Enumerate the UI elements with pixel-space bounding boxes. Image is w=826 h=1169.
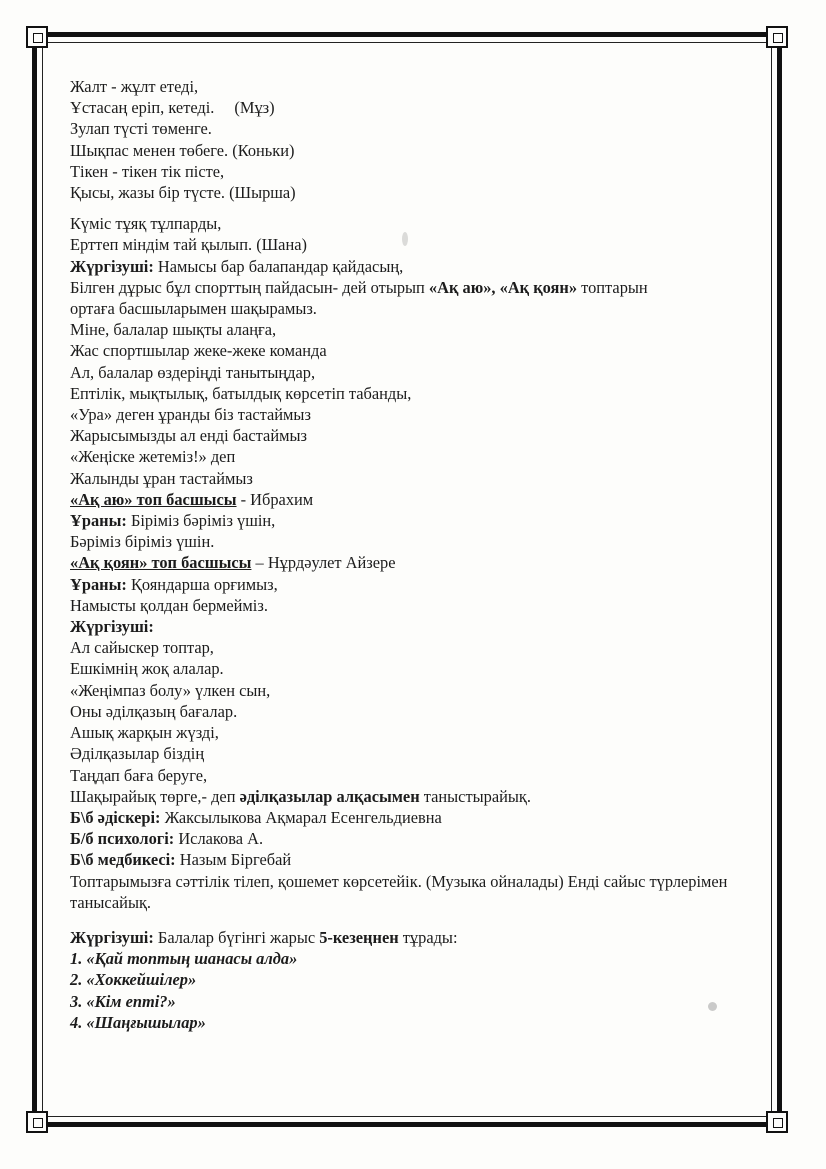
riddle bbox=[70, 213, 760, 255]
host-label: Жүргізуші: bbox=[70, 617, 154, 637]
poem-line: Жас спортшылар жеке-жеке команда bbox=[70, 341, 327, 361]
riddle-line: Шықпас менен төбеге. bbox=[70, 140, 229, 160]
host-text: Шақырайық төрге,- деп bbox=[70, 786, 240, 806]
poem-line: «Жеңіске жетеміз!» деп bbox=[70, 447, 236, 467]
poem-line: Жалынды ұран тастаймыз bbox=[70, 468, 253, 488]
riddle-line: Ұстасаң еріп, кетеді. bbox=[70, 98, 215, 118]
stages-section bbox=[70, 927, 760, 1033]
stage-item: 2. «Хоккейшілер» bbox=[70, 970, 197, 990]
riddle-line-with-answer bbox=[70, 97, 760, 118]
poem-line: Ал, балалар өздеріңді танытыңдар, bbox=[70, 362, 316, 382]
team-leader-label: «Ақ қоян» топ басшысы bbox=[70, 553, 252, 573]
host-text: тұрады: bbox=[398, 927, 458, 947]
riddle-line: Тікен - тікен тік пісте, bbox=[70, 161, 225, 181]
team-motto-line bbox=[70, 510, 760, 531]
team-ak-koyan bbox=[70, 552, 760, 616]
host-intro-line: ортаға басшыларымен шақырамыз. bbox=[70, 299, 317, 319]
team-ak-ayu bbox=[70, 489, 760, 553]
riddle-line: Зулап түсті төменге. bbox=[70, 119, 212, 139]
border-corner-ornament bbox=[26, 26, 48, 48]
motto-label: Ұраны: bbox=[70, 574, 127, 594]
riddle bbox=[70, 118, 760, 160]
border-corner-ornament bbox=[766, 1111, 788, 1133]
jury-list bbox=[70, 807, 760, 871]
host-line: «Жеңімпаз болу» үлкен сын, bbox=[70, 680, 271, 700]
poem-line: «Ура» деген ұранды біз тастаймыз bbox=[70, 405, 311, 425]
stages-intro bbox=[70, 927, 760, 948]
poem-line: Ептілік, мықтылық, батылдық көрсетіп табанды, bbox=[70, 383, 412, 403]
host-label: Жүргізуші: bbox=[70, 927, 154, 947]
stage-item: 1. «Қай топтың шанасы алда» bbox=[70, 949, 298, 969]
document-body bbox=[70, 76, 760, 1033]
riddle-line: Жалт - жұлт етеді, bbox=[70, 77, 199, 96]
jury-role: Б\б әдіскері: bbox=[70, 807, 161, 827]
spacer bbox=[70, 203, 760, 213]
jury-member bbox=[70, 807, 760, 828]
team-name: «Ақ аю», bbox=[428, 277, 496, 297]
jury-label: әділқазылар алқасымен bbox=[239, 786, 420, 806]
team-leader-name: – Нұрдәулет Айзере bbox=[251, 553, 396, 573]
host-line: Әділқазылар біздің bbox=[70, 744, 205, 764]
jury-name: Жаксылыкова Ақмарал Есенгельдиевна bbox=[160, 807, 442, 827]
riddle-line: Ерттеп міндім тай қылып. bbox=[70, 235, 253, 255]
poem bbox=[70, 319, 760, 489]
border-corner-ornament bbox=[26, 1111, 48, 1133]
motto-text: Біріміз бәріміз үшін, bbox=[126, 511, 276, 531]
stage-item: 4. «Шаңғышылар» bbox=[70, 1012, 206, 1032]
riddle-answer: (Коньки) bbox=[232, 140, 295, 160]
jury-role: Б/б психологі: bbox=[70, 829, 175, 849]
riddle bbox=[70, 161, 760, 203]
riddle-line: Қысы, жазы бір түсте. bbox=[70, 183, 225, 203]
riddle bbox=[70, 76, 760, 118]
poem-line: Міне, балалар шықты алаңға, bbox=[70, 320, 277, 340]
host-text: Білген дұрыс бұл спорттың пайдасын- дей отырып bbox=[70, 277, 429, 297]
host-jury-intro bbox=[70, 616, 760, 807]
wish-paragraph: Топтарымызға сәттілік тілеп, қошемет көрсетейік. (Музыка ойналады) Енді сайыс түрлерімен танысайық. bbox=[70, 871, 728, 912]
host-label: Жүргізуші: bbox=[70, 256, 154, 276]
host-line: Ешкімнің жоқ алалар. bbox=[70, 659, 224, 679]
stage-item: 3. «Кім епті?» bbox=[70, 991, 176, 1011]
host-text: Намысы бар балапандар қайдасың, bbox=[153, 256, 404, 276]
host-line bbox=[70, 786, 760, 807]
jury-name: Ислакова А. bbox=[174, 829, 264, 849]
poem-line: Жарысымызды ал енді бастаймыз bbox=[70, 426, 307, 446]
host-intro bbox=[70, 256, 760, 320]
host-text: таныстырайық. bbox=[419, 786, 531, 806]
host-line: Оны әділқазың бағалар. bbox=[70, 701, 238, 721]
host-text: Балалар бүгінгі жарыс bbox=[153, 927, 320, 947]
riddle-answer: (Шана) bbox=[256, 235, 307, 255]
host-text: топтарын bbox=[577, 277, 648, 297]
border-corner-ornament bbox=[766, 26, 788, 48]
stage-count: 5-кезеңнен bbox=[319, 927, 399, 947]
spacer bbox=[70, 913, 760, 927]
jury-member bbox=[70, 828, 760, 849]
team-name: «Ақ қоян» bbox=[499, 277, 578, 297]
riddle-answer: (Мұз) bbox=[234, 98, 275, 118]
host-intro-line bbox=[70, 256, 760, 277]
jury-member bbox=[70, 849, 760, 870]
team-leader-line bbox=[70, 489, 760, 510]
riddle-line-with-answer bbox=[70, 140, 760, 161]
riddle-line: Күміс тұяқ тұлпарды, bbox=[70, 214, 222, 234]
team-leader-line bbox=[70, 552, 760, 573]
jury-role: Б\б медбикесі: bbox=[70, 850, 176, 870]
host-line: Таңдап баға беруге, bbox=[70, 765, 208, 785]
motto-label: Ұраны: bbox=[70, 511, 127, 531]
team-leader-name: - Ибрахим bbox=[236, 489, 314, 509]
motto-text: Бәріміз біріміз үшін. bbox=[70, 532, 215, 552]
team-motto-line bbox=[70, 574, 760, 595]
riddle-line-with-answer bbox=[70, 234, 760, 255]
riddle-line-with-answer bbox=[70, 182, 760, 203]
riddle-answer: (Шырша) bbox=[229, 183, 296, 203]
jury-name: Назым Біргебай bbox=[175, 850, 292, 870]
motto-text: Қояндарша орғимыз, bbox=[126, 574, 278, 594]
host-intro-line bbox=[70, 277, 760, 298]
host-line: Ал сайыскер топтар, bbox=[70, 638, 214, 658]
team-leader-label: «Ақ аю» топ басшысы bbox=[70, 489, 237, 509]
host-line: Ашық жарқын жүзді, bbox=[70, 723, 219, 743]
motto-text: Намысты қолдан бермейміз. bbox=[70, 595, 268, 615]
